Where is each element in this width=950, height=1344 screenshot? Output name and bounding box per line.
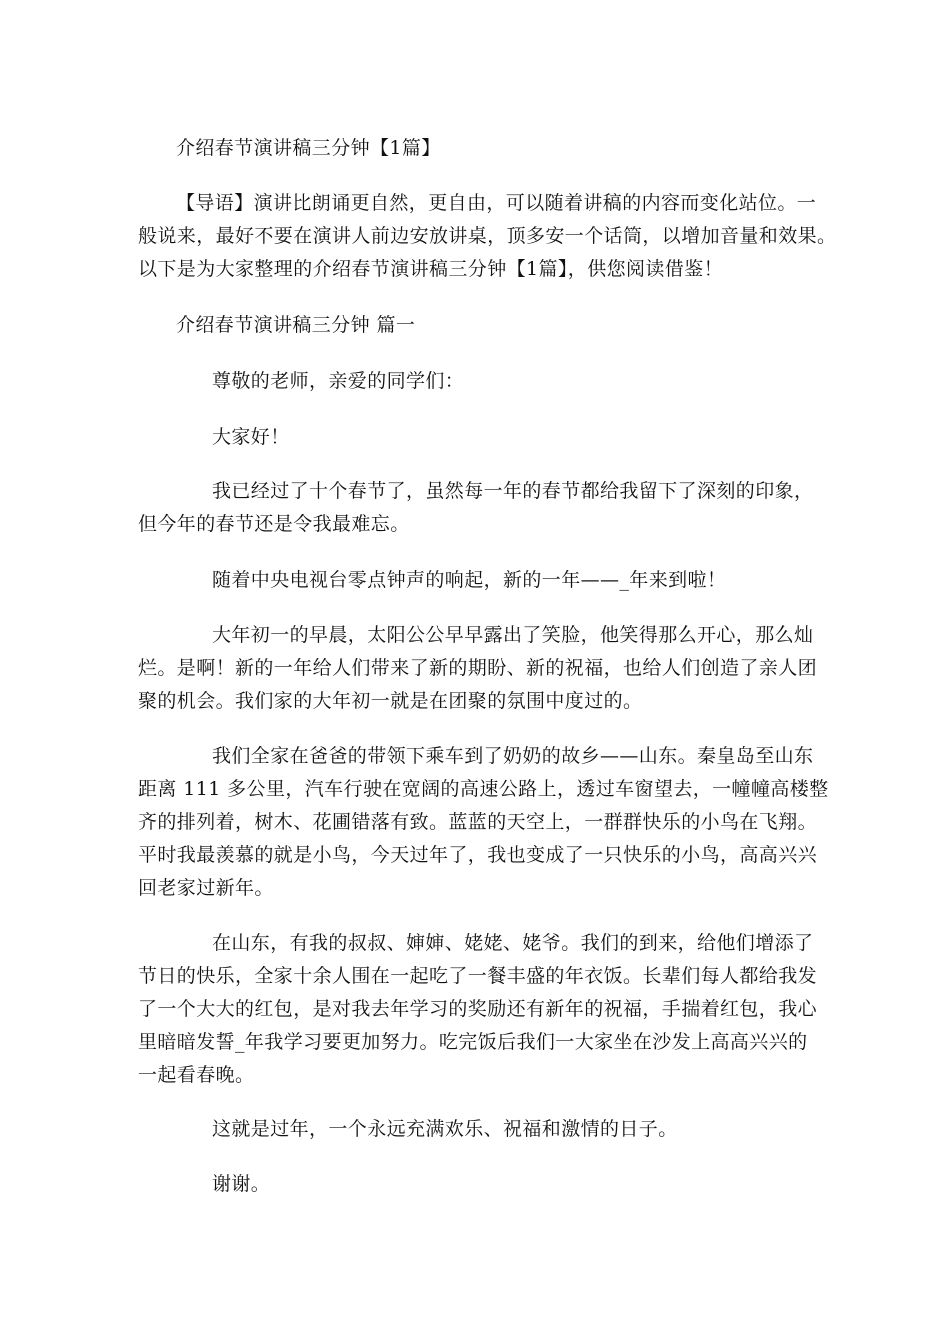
intro-line-2: 般说来，最好不要在演讲人前边安放讲桌，顶多安一个话筒，以增加音量和效果。 (138, 225, 837, 247)
paragraph-1-line-2: 但今年的春节还是令我最难忘。 (138, 513, 410, 535)
paragraph-4-line-4: 平时我最羡慕的就是小鸟，今天过年了，我也变成了一只快乐的小鸟，高高兴兴 (138, 844, 818, 866)
closing: 谢谢。 (212, 1173, 271, 1195)
greeting: 大家好！ (212, 426, 290, 448)
section-heading: 介绍春节演讲稿三分钟 篇一 (176, 314, 416, 336)
salutation: 尊敬的老师，亲爱的同学们： (212, 370, 465, 392)
intro-line-3: 以下是为大家整理的介绍春节演讲稿三分钟【1篇】，供您阅读借鉴！ (138, 258, 723, 280)
paragraph-4-line-3: 齐的排列着，树木、花圃错落有致。蓝蓝的天空上，一群群快乐的小鸟在飞翔。 (138, 811, 818, 833)
paragraph-6-line-1: 这就是过年，一个永远充满欢乐、祝福和激情的日子。 (212, 1118, 678, 1140)
paragraph-5-line-2: 节日的快乐，全家十余人围在一起吃了一餐丰盛的年衣饭。长辈们每人都给我发 (138, 965, 818, 987)
paragraph-1-line-1: 我已经过了十个春节了，虽然每一年的春节都给我留下了深刻的印象， (212, 480, 814, 502)
paragraph-4-line-1: 我们全家在爸爸的带领下乘车到了奶奶的故乡——山东。秦皇岛至山东 (212, 745, 814, 767)
paragraph-2-line-1: 随着中央电视台零点钟声的响起，新的一年——_年来到啦！ (212, 569, 727, 591)
paragraph-3-line-1: 大年初一的早晨，太阳公公早早露出了笑脸，他笑得那么开心，那么灿 (212, 624, 814, 646)
paragraph-5-line-4: 里暗暗发誓_年我学习要更加努力。吃完饭后我们一大家坐在沙发上高高兴兴的 (138, 1031, 808, 1053)
document-title: 介绍春节演讲稿三分钟【1篇】 (176, 137, 441, 159)
paragraph-3-line-3: 聚的机会。我们家的大年初一就是在团聚的氛围中度过的。 (138, 690, 643, 712)
paragraph-5-line-3: 了一个大大的红包，是对我去年学习的奖励还有新年的祝福，手揣着红包，我心 (138, 998, 818, 1020)
intro-line-1: 【导语】演讲比朗诵更自然，更自由，可以随着讲稿的内容而变化站位。一 (176, 192, 817, 214)
paragraph-3-line-2: 烂。是啊！新的一年给人们带来了新的期盼、新的祝福，也给人们创造了亲人团 (138, 657, 818, 679)
paragraph-5-line-1: 在山东，有我的叔叔、婶婶、姥姥、姥爷。我们的到来，给他们增添了 (212, 932, 814, 954)
paragraph-4-line-5: 回老家过新年。 (138, 877, 274, 899)
paragraph-4-line-2: 距离 111 多公里，汽车行驶在宽阔的高速公路上，透过车窗望去，一幢幢高楼整 (138, 778, 829, 800)
paragraph-5-line-5: 一起看春晚。 (138, 1064, 255, 1086)
